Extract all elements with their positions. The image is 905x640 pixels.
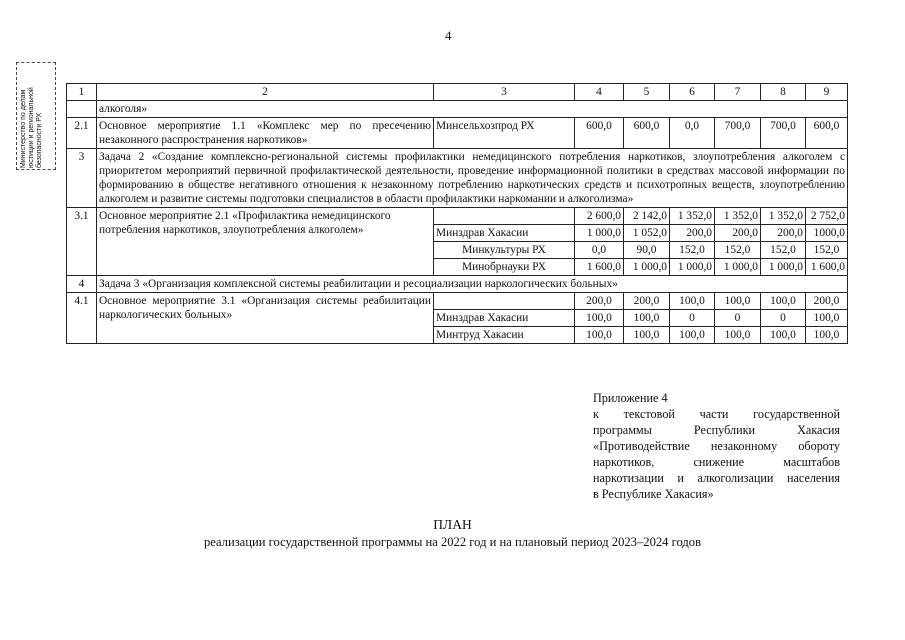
header-cell: 2	[97, 84, 434, 101]
value-cell: 1 352,0	[670, 208, 715, 225]
value-cell: 1 352,0	[715, 208, 761, 225]
value-cell: 100,0	[761, 293, 806, 310]
header-cell: 8	[761, 84, 806, 101]
organization: Минздрав Хакасии	[434, 310, 575, 327]
organization	[434, 293, 575, 310]
value-cell: 200,0	[624, 293, 670, 310]
value-cell: 152,0	[670, 242, 715, 259]
header-cell: 1	[67, 84, 97, 101]
value-cell: 700,0	[715, 118, 761, 149]
continuation-text: алкоголя»	[97, 101, 848, 118]
stamp-line: безопасности РХ	[36, 112, 43, 168]
row-number: 3.1	[67, 208, 97, 276]
header-cell: 5	[624, 84, 670, 101]
organization	[434, 208, 575, 225]
row-number	[67, 101, 97, 118]
value-cell: 100,0	[670, 293, 715, 310]
table-header-row	[67, 84, 848, 101]
plan-subtitle: реализации государственной программы на 2022 год и на плановый период 2023–2024 годов	[203, 535, 702, 549]
value-cell: 100,0	[624, 310, 670, 327]
value-cell: 600,0	[624, 118, 670, 149]
header-cell: 9	[806, 84, 848, 101]
value-cell: 100,0	[806, 327, 848, 344]
value-cell: 1 000,0	[715, 259, 761, 276]
appendix-line: в Республике Хакасия»	[593, 487, 714, 501]
appendix-line: наркотиков, снижение масштабов	[593, 455, 840, 469]
value-cell: 2 752,0	[806, 208, 848, 225]
organization: Минобрнауки РХ	[434, 259, 575, 276]
value-cell: 1 600,0	[806, 259, 848, 276]
value-cell: 600,0	[575, 118, 624, 149]
value-cell: 200,0	[806, 293, 848, 310]
value-cell: 1 600,0	[575, 259, 624, 276]
organization: Минкультуры РХ	[434, 242, 575, 259]
task-text: Задача 3 «Организация комплексной системы реабилитации и ресоциализации наркологических больных»	[97, 276, 848, 293]
table-row-4-1	[67, 293, 848, 310]
value-cell: 2 600,0	[575, 208, 624, 225]
value-cell: 100,0	[715, 293, 761, 310]
appendix-line: «Противодействие незаконному обороту	[593, 439, 840, 453]
value-cell: 152,0	[715, 242, 761, 259]
value-cell: 90,0	[624, 242, 670, 259]
table-row-2-1	[67, 118, 848, 149]
value-cell: 1 000,0	[624, 259, 670, 276]
value-cell: 200,0	[761, 225, 806, 242]
value-cell: 1 000,0	[761, 259, 806, 276]
value-cell: 100,0	[575, 327, 624, 344]
value-cell: 1 052,0	[624, 225, 670, 242]
value-cell: 200,0	[715, 225, 761, 242]
value-cell: 0	[670, 310, 715, 327]
value-cell: 1 352,0	[761, 208, 806, 225]
appendix-line: к текстовой части государственной	[593, 407, 840, 421]
stamp-line: Министерство по делам	[20, 89, 27, 168]
value-cell: 100,0	[715, 327, 761, 344]
value-cell: 600,0	[806, 118, 848, 149]
activity-text: Основное мероприятие 1.1 «Комплекс мер по пресечению незаконного распространения наркотиков»	[97, 118, 434, 149]
plan-title: ПЛАН	[433, 517, 472, 532]
header-cell: 3	[434, 84, 575, 101]
value-cell: 200,0	[670, 225, 715, 242]
table-row-3-1	[67, 208, 848, 225]
table-row-3	[67, 149, 848, 208]
appendix-note	[593, 390, 840, 502]
value-cell: 152,0	[761, 242, 806, 259]
page-number: 4	[445, 28, 452, 43]
appendix-line: наркотизации и алкоголизации населения	[593, 471, 840, 485]
header-cell: 4	[575, 84, 624, 101]
value-cell: 100,0	[806, 310, 848, 327]
table-row-4	[67, 276, 848, 293]
activity-text: Основное мероприятие 3.1 «Организация системы реабилитации наркологических больных»	[97, 293, 434, 344]
value-cell: 152,0	[806, 242, 848, 259]
row-number: 3	[67, 149, 97, 208]
row-number: 4.1	[67, 293, 97, 344]
value-cell: 0	[761, 310, 806, 327]
value-cell: 1000,0	[806, 225, 848, 242]
header-cell: 7	[715, 84, 761, 101]
organization: Минздрав Хакасии	[434, 225, 575, 242]
value-cell: 100,0	[575, 310, 624, 327]
value-cell: 2 142,0	[624, 208, 670, 225]
value-cell: 100,0	[624, 327, 670, 344]
header-cell: 6	[670, 84, 715, 101]
value-cell: 1 000,0	[670, 259, 715, 276]
row-number: 2.1	[67, 118, 97, 149]
value-cell: 100,0	[670, 327, 715, 344]
value-cell: 0,0	[575, 242, 624, 259]
value-cell: 100,0	[761, 327, 806, 344]
activity-text: Основное мероприятие 2.1 «Профилактика немедицинского потребления наркотиков, злоупотребления алкоголем»	[97, 208, 434, 276]
plan-table	[66, 83, 848, 344]
organization: Минсельхозпрод РХ	[434, 118, 575, 149]
table-row-continuation	[67, 101, 848, 118]
value-cell: 0,0	[670, 118, 715, 149]
value-cell: 0	[715, 310, 761, 327]
stamp-text	[20, 68, 44, 168]
value-cell: 700,0	[761, 118, 806, 149]
task-text: Задача 2 «Создание комплексно-региональной системы профилактики немедицинского потребления наркотиков, злоупотребления алкоголем с приоритетом мероприятий первичной профилактической деятельности, проведение информационной политики в средствах массовой информации по формированию в обществе негативного отношения к незаконному потреблению наркотических средств и психотропных веществ, злоупотреблению алкоголем и развитие системы подготовки специалистов в области профилактики наркомании и алкоголизма»	[97, 149, 848, 208]
row-number: 4	[67, 276, 97, 293]
appendix-line: Приложение 4	[593, 391, 668, 405]
stamp-line: юстиции и региональной	[28, 87, 35, 168]
value-cell: 1 000,0	[575, 225, 624, 242]
organization: Минтруд Хакасии	[434, 327, 575, 344]
appendix-line: программы Республики Хакасия	[593, 423, 840, 437]
value-cell: 200,0	[575, 293, 624, 310]
